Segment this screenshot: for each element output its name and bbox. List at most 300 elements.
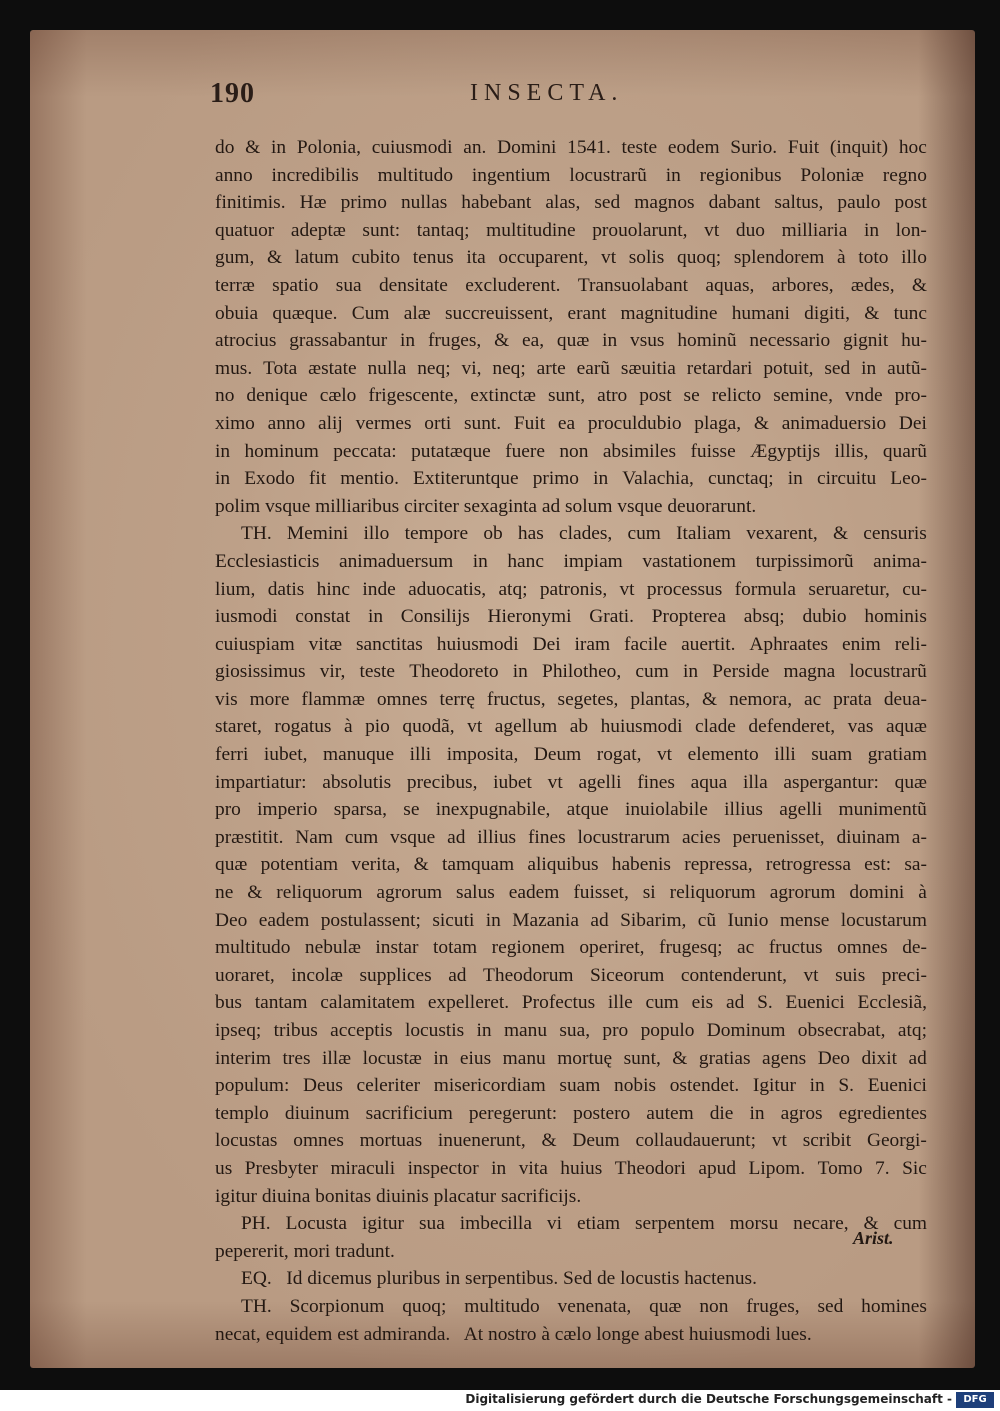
word: Fuit [787, 137, 820, 158]
word: in [787, 468, 803, 490]
word: vt [803, 964, 819, 986]
word: in [593, 468, 609, 490]
text-line [215, 851, 927, 879]
word: saltus, [774, 192, 824, 214]
word: animaduersio [781, 412, 887, 434]
word: ad [448, 964, 467, 986]
word: imbecilla [459, 1213, 532, 1235]
word: agelli [578, 771, 622, 793]
word: preci- [881, 964, 927, 986]
word: sua [418, 1213, 445, 1235]
word: habenis [611, 854, 671, 876]
word: Igitur [752, 1075, 796, 1097]
text-line-content: EQ. Id dicemus pluribus in serpentibus. Sed de locustis hactenus. [241, 1268, 757, 1290]
word: Euenici [867, 1075, 927, 1097]
word: tempore [404, 523, 469, 545]
word: post [894, 192, 927, 214]
text-line [215, 217, 927, 245]
word: pro [602, 1020, 629, 1041]
word: acceptis [330, 1020, 393, 1041]
word: quatuor [215, 219, 275, 241]
word: Georgi- [866, 1130, 927, 1152]
word: & [911, 274, 927, 296]
word: tantam [254, 992, 308, 1014]
word: repressa, [684, 854, 753, 876]
word: ad [447, 826, 466, 848]
word: in [512, 661, 528, 683]
word: absolutis [322, 771, 392, 793]
word: magnitudine [620, 302, 718, 324]
word: ximo [215, 412, 255, 434]
word: fines [527, 826, 566, 848]
word: omnes [376, 688, 428, 710]
word: quæ [649, 1295, 682, 1317]
word: processus [646, 578, 723, 600]
word: PH. [241, 1213, 271, 1235]
word: necessario [749, 330, 831, 352]
word: impiam [563, 550, 623, 572]
text-line-content: necat, equidem est admiranda. At nostro à cælo longe abest huiusmodi lues. [215, 1323, 812, 1345]
word: hanc [507, 550, 544, 572]
text-line [215, 493, 927, 521]
word: operiret, [579, 937, 645, 959]
word: pro- [894, 385, 927, 407]
word: ne [215, 882, 234, 904]
word: vis [215, 688, 238, 710]
word: vita [518, 1157, 548, 1179]
word: cuiusmodi [371, 137, 453, 158]
word: circuitu [816, 468, 877, 490]
word: inuenerunt, [437, 1130, 526, 1152]
word: mentio. [340, 468, 399, 490]
word: ostendet. [669, 1075, 740, 1097]
word: supplices [359, 964, 432, 986]
text-line [215, 548, 927, 576]
word: Nam [295, 826, 333, 848]
word: ipseq; [215, 1020, 262, 1041]
word: aduocatis, [408, 578, 487, 600]
word: Sibarim, [620, 909, 687, 931]
text-line [215, 465, 927, 493]
word: scribit [802, 1130, 852, 1152]
word: præstitit. [215, 826, 284, 848]
word: vsque [390, 826, 436, 848]
text-line [215, 1155, 927, 1183]
text-line [215, 796, 927, 824]
word: erant [567, 302, 607, 324]
word: ferri [215, 744, 249, 766]
word: celeriter [356, 1075, 421, 1097]
word: ad [908, 1047, 927, 1069]
word: in [476, 1020, 492, 1041]
word: hominum [244, 440, 319, 462]
word: vt [619, 578, 635, 600]
word: ita [466, 247, 486, 269]
word: gratiam [867, 744, 927, 766]
word: tenus [412, 247, 454, 269]
word: bus [215, 992, 242, 1014]
word: animaduersum [339, 550, 454, 572]
word: cum [893, 1213, 927, 1235]
word: agens [762, 1047, 807, 1069]
word: quarũ [882, 440, 927, 462]
text-line-content: polim vsque milliaribus circiter sexaginta ad solum vsque deuorarunt. [215, 495, 757, 517]
text-line [215, 438, 927, 466]
word: homines [861, 1295, 927, 1317]
word: habebant [461, 192, 532, 214]
text-line [215, 355, 927, 383]
word: sed [817, 1295, 844, 1317]
word: plantas, [630, 688, 691, 710]
word: ea [557, 412, 576, 434]
word: in [367, 606, 384, 628]
word: cunctaq; [708, 468, 774, 490]
word: suam [559, 1075, 601, 1097]
word: Italiam [676, 523, 731, 545]
text-line [215, 1017, 927, 1045]
word: vt [656, 744, 673, 766]
word: Domini [497, 137, 557, 158]
word: sicuti [432, 909, 475, 931]
word: censuris [863, 523, 927, 545]
word: sua [335, 274, 362, 296]
word: locustas [215, 1130, 278, 1152]
word: milliaria [781, 219, 848, 241]
word: si [642, 882, 656, 904]
word: lium, [215, 578, 256, 600]
word: diuinum [284, 1102, 350, 1124]
word: arte [536, 357, 566, 379]
word: an. [463, 137, 487, 158]
word: sua, [559, 1020, 591, 1041]
word: die [709, 1102, 734, 1124]
word: TH. [241, 523, 272, 545]
word: etiam [576, 1213, 621, 1235]
text-line-content: pepererit, mori tradunt. [215, 1240, 395, 1262]
word: vnde [844, 385, 883, 407]
word: vi [546, 1213, 562, 1235]
word: in [433, 1047, 449, 1069]
word: latum [294, 247, 339, 269]
word: tamquam [441, 854, 515, 876]
word: teste [359, 661, 396, 683]
word: apud [698, 1157, 737, 1179]
word: sunt, [623, 1047, 661, 1069]
word: ob [483, 523, 503, 545]
word: sæuitia [620, 357, 676, 379]
word: ingentium [471, 164, 551, 186]
word: hominũ [677, 330, 737, 352]
word: & [672, 1047, 688, 1069]
word: totam [432, 937, 478, 959]
word: seruaretur, [808, 578, 890, 600]
word: do [215, 137, 235, 158]
word: hu- [901, 330, 927, 352]
word: peruenisset, [732, 826, 825, 848]
word: precibus, [406, 771, 478, 793]
word: cum [645, 992, 679, 1014]
word: a- [911, 826, 927, 848]
word: datis [267, 578, 305, 600]
word: formula [734, 578, 796, 600]
word: deua- [883, 688, 927, 710]
word: clade [694, 716, 736, 738]
word: populo [640, 1020, 695, 1041]
word: paulo [837, 192, 881, 214]
page-number: 190 [210, 78, 255, 109]
word: vermes [355, 412, 412, 434]
word: iubet [493, 771, 532, 793]
word: Deo [817, 1047, 850, 1069]
word: multitudo [377, 164, 454, 186]
word: quodã, [402, 716, 455, 738]
word: quoq; [677, 247, 722, 269]
word: staret, [215, 716, 262, 738]
word: elemento [687, 744, 759, 766]
word: inspector [407, 1157, 479, 1179]
word: non [699, 1295, 729, 1317]
word: Leo- [890, 468, 927, 490]
word: pio [365, 716, 390, 738]
word: regno [882, 164, 927, 186]
word: quæ [556, 330, 590, 352]
word: sparsa, [333, 799, 388, 821]
word: vas [847, 716, 874, 738]
word: agellum [494, 716, 558, 738]
word: S. [838, 1075, 855, 1097]
text-line [215, 686, 927, 714]
text-line [215, 244, 927, 272]
word: alas, [545, 192, 581, 214]
word: locustis [404, 1020, 465, 1041]
word: potentiam [260, 854, 339, 876]
word: aliquibus [527, 854, 599, 876]
word: vir, [319, 661, 346, 683]
word: sa- [904, 854, 927, 876]
word: ille [607, 992, 633, 1014]
word: Dei [898, 412, 927, 434]
word: Scorpionum [289, 1295, 385, 1317]
word: Valachia, [622, 468, 694, 490]
word: alij [318, 412, 343, 434]
word: us [215, 1157, 233, 1179]
word: iusmodi [215, 606, 278, 628]
word: regionibus [699, 164, 782, 186]
word: tantaq; [416, 219, 470, 241]
text-line [215, 824, 927, 852]
text-line [215, 934, 927, 962]
word: se [403, 799, 420, 821]
word: atq; [498, 578, 528, 600]
word: est: [864, 854, 892, 876]
word: & [753, 412, 769, 434]
word: auertit. [681, 633, 736, 655]
word: splendorem [733, 247, 825, 269]
word: in [863, 219, 880, 241]
word: in [215, 468, 231, 490]
word: magna [783, 661, 836, 683]
text-line [215, 1321, 927, 1349]
word: impartiatur: [215, 771, 307, 793]
word: primo [532, 468, 580, 490]
text-line [215, 576, 927, 604]
word: atro [597, 385, 628, 407]
text-line [215, 1265, 927, 1293]
word: illius [477, 826, 517, 848]
word: putatæque [411, 440, 491, 462]
word: nobis [614, 1075, 657, 1097]
word: spatio [272, 274, 319, 296]
word: quæque. [272, 302, 338, 324]
word: non [559, 440, 589, 462]
word: dixit [861, 1047, 898, 1069]
word: tres [282, 1047, 311, 1069]
word: hoc [898, 137, 927, 158]
word: digiti, [804, 302, 850, 324]
word: Theodoreto [409, 661, 499, 683]
dfg-logo: DFG [956, 1392, 994, 1408]
word: potuit, [763, 357, 814, 379]
word: sed [594, 192, 621, 214]
text-line [215, 631, 927, 659]
word: illius [724, 799, 763, 821]
word: gum, [215, 247, 255, 269]
word: dubio [802, 606, 847, 628]
word: facile [624, 633, 668, 655]
word: turpissimorũ [755, 550, 854, 572]
word: ad [590, 909, 609, 931]
word: obsecrabat, [797, 1020, 886, 1041]
word: Surio. [730, 137, 778, 158]
word: in [400, 330, 416, 352]
word: quoq; [402, 1295, 447, 1317]
word: atq; [897, 1020, 927, 1041]
word: suam [811, 744, 853, 766]
word: relicto [711, 385, 762, 407]
word: aquæ [885, 716, 927, 738]
word: venenata, [557, 1295, 632, 1317]
digitization-credit: Digitalisierung gefördert durch die Deutsche Forschungsgemeinschaft - [465, 1392, 952, 1406]
word: suis [835, 964, 866, 986]
word: ea, [522, 330, 545, 352]
word: sed [824, 357, 851, 379]
word: fructus [768, 937, 823, 959]
word: & [245, 137, 261, 158]
word: grassabantur [289, 330, 388, 352]
word: vi, [461, 357, 482, 379]
word: semine, [773, 385, 833, 407]
word: locustrarũ [569, 164, 647, 186]
word: atrocius [215, 330, 277, 352]
word: illi [774, 744, 796, 766]
word: manuque [323, 744, 395, 766]
text-line [215, 603, 927, 631]
word: enim [841, 633, 881, 655]
word: eius [459, 1047, 492, 1069]
word: & [541, 1130, 557, 1152]
word: has [517, 523, 544, 545]
word: TH. [241, 1295, 272, 1317]
word: in [485, 909, 501, 931]
word: Iunio [727, 909, 769, 931]
word: Dominum [706, 1020, 786, 1041]
word: domini [849, 882, 905, 904]
word: Theodorum [483, 964, 574, 986]
word: terræ [215, 274, 255, 296]
word: succreuissent, [444, 302, 554, 324]
word: vt [601, 247, 617, 269]
word: & [864, 302, 880, 324]
word: mense [779, 909, 830, 931]
word: verita, [351, 854, 401, 876]
word: Euenici [785, 992, 845, 1014]
text-line [215, 300, 927, 328]
word: absq; [743, 606, 785, 628]
word: cuiuspiam [215, 633, 295, 655]
word: & [267, 247, 283, 269]
word: illo [363, 523, 390, 545]
word: Transuolabant [577, 274, 689, 296]
word: eadem [258, 909, 310, 931]
word: Extiteruntque [413, 468, 519, 490]
word: uoraret, [215, 964, 275, 986]
text-line [215, 1183, 927, 1211]
word: cælo [319, 385, 357, 407]
word: æstate [308, 357, 357, 379]
text-line [215, 1210, 927, 1238]
word: Exodo [244, 468, 295, 490]
word: in [472, 550, 488, 572]
word: omnes [293, 1130, 344, 1152]
word: mortuas [359, 1130, 423, 1152]
word: segetes, [557, 688, 619, 710]
word: Deum [533, 744, 582, 766]
word: in [682, 661, 699, 683]
word: extinctæ [470, 385, 536, 407]
word: frigescente, [368, 385, 459, 407]
word: vsus [630, 330, 665, 352]
word: nulla [367, 357, 407, 379]
word: Presbyter [244, 1157, 318, 1179]
word: ad [725, 992, 745, 1014]
word: fruges, [746, 1295, 800, 1317]
word: iram [574, 633, 611, 655]
word: salus [456, 882, 495, 904]
word: vexarent, [746, 523, 818, 545]
word: collaudauerunt; [635, 1130, 757, 1152]
text-line [215, 327, 927, 355]
word: finitimis. [215, 192, 286, 214]
word: teste [621, 137, 658, 158]
word: humani [731, 302, 790, 324]
word: vt [467, 716, 483, 738]
page-header [180, 78, 940, 112]
word: in [665, 164, 681, 186]
footer-bar [0, 1390, 1000, 1411]
word: contenderunt, [680, 964, 787, 986]
word: in [491, 1157, 507, 1179]
word: locustæ [362, 1047, 422, 1069]
word: cum [344, 826, 379, 848]
word: Deo [215, 909, 248, 931]
word: & [833, 523, 849, 545]
word: (inquit) [829, 137, 889, 158]
text-line [215, 162, 927, 190]
word: misericordiam [433, 1075, 546, 1097]
word: de- [902, 937, 927, 959]
word: alæ [403, 302, 431, 324]
word: in [215, 440, 231, 462]
